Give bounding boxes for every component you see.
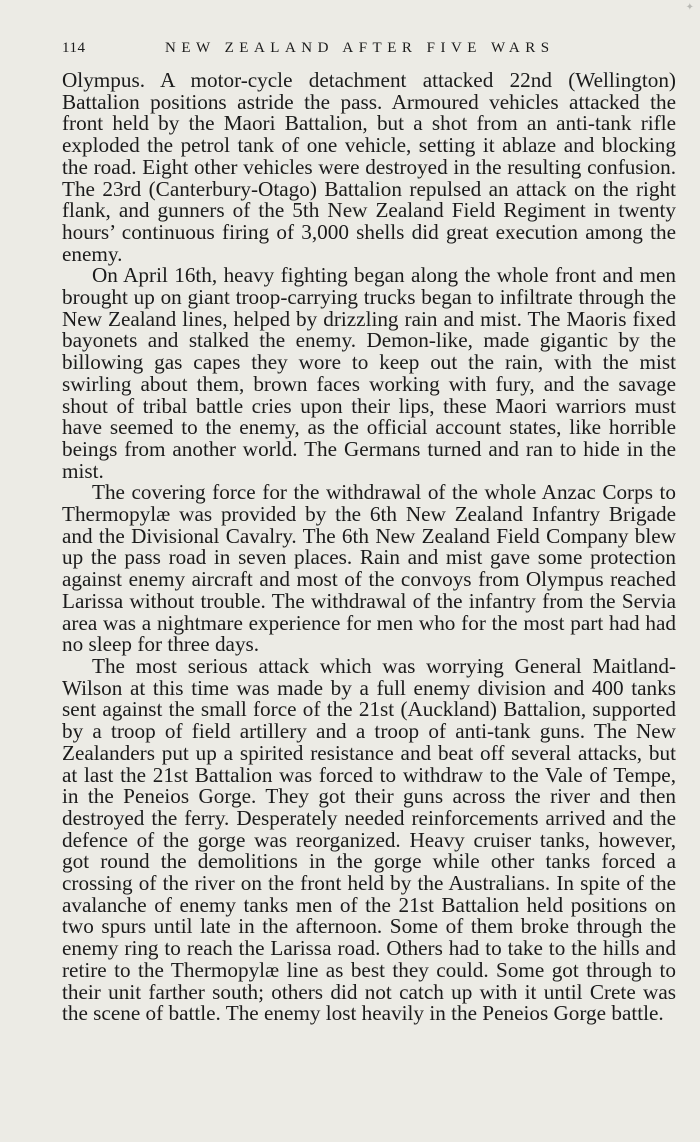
body-text (62, 70, 676, 1025)
paragraph: On April 16th, heavy fighting began along the whole front and men brought up on giant troop-carrying trucks began to infiltrate through the New Zealand lines, helped by drizzling rain and mist. The Maoris fixed bayonets and stalked the enemy. Demon-like, made gigantic by the billowing gas capes they wore to keep out the rain, with the mist swirling about them, brown faces working with fury, and the savage shout of tribal battle cries upon their lips, these Maori warriors must have seemed to the enemy, as the official account states, like horrible beings from another world. The Germans turned and ran to hide in the mist. (62, 263, 676, 483)
page-number: 114 (62, 40, 86, 56)
running-head (62, 40, 676, 64)
paragraph: Olympus. A motor-cycle detachment attacked 22nd (Wellington) Battalion positions astride the pass. Armoured vehicles attacked the front held by the Maori Battalion, but a shot from an anti-tank rifle exploded the petrol tank of one vehicle, setting it ablaze and blocking the road. Eight other vehicles were destroyed in the resulting confusion. The 23rd (Canterbury-Otago) Battalion repulsed an attack on the right flank, and gunners of the 5th New Zealand Field Regiment in twenty hours’ continuous firing of 3,000 shells did great execution among the enemy. (62, 68, 676, 266)
book-title: NEW ZEALAND AFTER FIVE WARS (165, 40, 555, 56)
scan-corner-mark: ✦ (685, 2, 694, 13)
paragraph: The covering force for the withdrawal of the whole Anzac Corps to Thermopylæ was provided by the 6th New Zealand Infantry Brigade and the Divisional Cavalry. The 6th New Zealand Field Company blew up the pass road in seven places. Rain and mist gave some protection against enemy aircraft and most of the convoys from Olympus reached Larissa without trouble. The withdrawal of the infantry from the Servia area was a nightmare experience for men who for the most part had had no sleep for three days. (62, 480, 676, 657)
paragraph: The most serious attack which was worrying General Maitland-Wilson at this time was made by a full enemy division and 400 tanks sent against the small force of the 21st (Auckland) Battalion, supported by a troop of field artillery and a troop of anti-tank guns. The New Zealanders put up a spirited resistance and beat off several attacks, but at last the 21st Battalion was forced to withdraw to the Vale of Tempe, in the Peneios Gorge. They got their guns across the river and then destroyed the ferry. Desperately needed reinforcements arrived and the defence of the gorge was reorganized. Heavy cruiser tanks, however, got round the demolitions in the gorge while other tanks forced a crossing of the river on the front held by the Australians. In spite of the avalanche of enemy tanks men of the 21st Battalion held positions on two spurs until late in the afternoon. Some of them broke through the enemy ring to reach the Larissa road. Others had to take to the hills and retire to the Thermopylæ line as best they could. Some got through to their unit farther south; others did not catch up with it until Crete was the scene of battle. The enemy lost heavily in the Peneios Gorge battle. (62, 653, 676, 1026)
